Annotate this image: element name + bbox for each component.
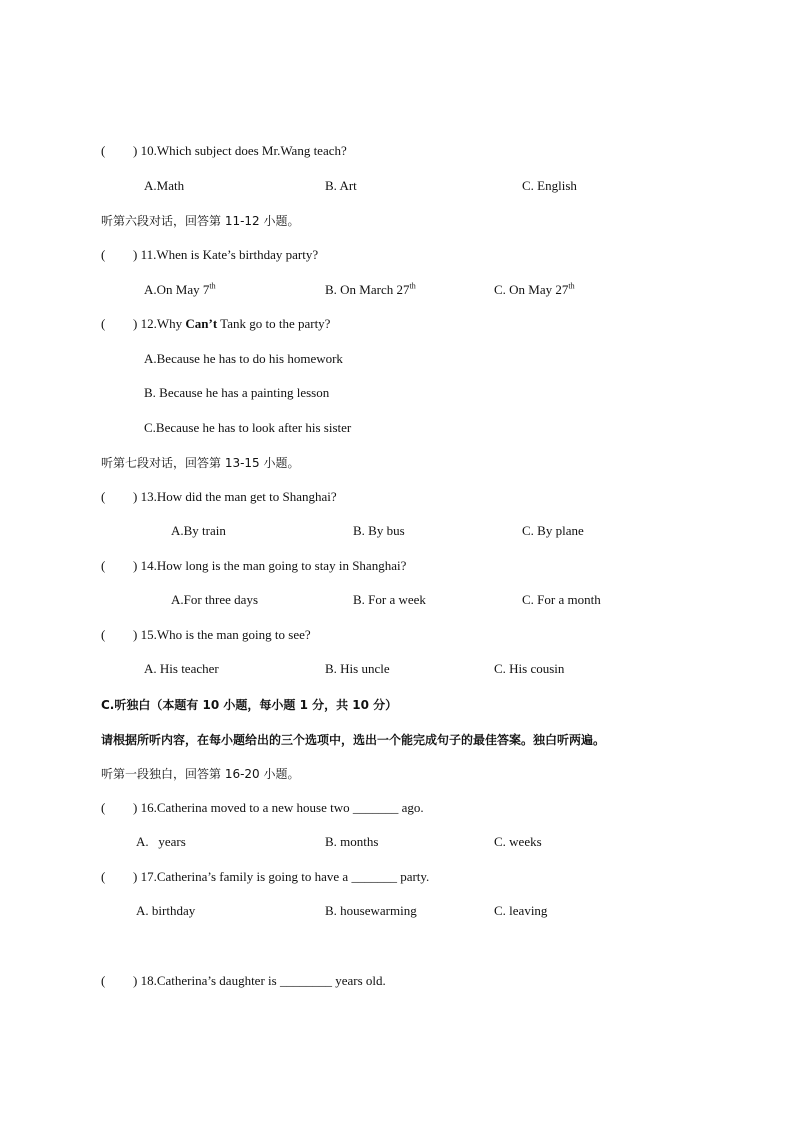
option-a[interactable]: A. years — [136, 834, 186, 849]
question-11: ( ) 11.When is Kate’s birthday party? — [101, 247, 319, 262]
question-10: ( ) 10.Which subject does Mr.Wang teach? — [101, 143, 347, 158]
question-text: 15.Who is the man going to see? — [140, 627, 311, 642]
option-a[interactable]: A. His teacher — [144, 661, 219, 676]
option-c[interactable]: C. English — [522, 178, 577, 193]
section-instruction: 听第六段对话，回答第 11-12 小题。 — [101, 214, 300, 228]
option-b[interactable]: B. Because he has a painting lesson — [144, 385, 330, 400]
question-14: ( ) 14.How long is the man going to stay in Shanghai? — [101, 558, 407, 573]
option-b[interactable]: B. months — [325, 834, 379, 849]
question-12: ( ) 12.Why Can’t Tank go to the party? — [101, 316, 331, 331]
question-18: ( ) 18.Catherina’s daughter is ________ years old. — [101, 973, 386, 988]
question-text: 11.When is Kate’s birthday party? — [140, 247, 319, 262]
answer-blank[interactable]: ( — [101, 869, 106, 884]
question-text: 10.Which subject does Mr.Wang teach? — [140, 143, 347, 158]
question-15: ( ) 15.Who is the man going to see? — [101, 627, 311, 642]
option-c[interactable]: C.Because he has to look after his sister — [144, 420, 352, 435]
question-text: 14.How long is the man going to stay in Shanghai? — [140, 558, 407, 573]
question-13: ( ) 13.How did the man get to Shanghai? — [101, 489, 337, 504]
question-text: 13.How did the man get to Shanghai? — [140, 489, 337, 504]
option-c[interactable]: C. For a month — [522, 592, 601, 607]
question-16: ( ) 16.Catherina moved to a new house two _______ ago. — [101, 800, 424, 815]
question-17: ( ) 17.Catherina’s family is going to have a _______ party. — [101, 869, 430, 884]
option-c[interactable]: C. On May 27th — [494, 281, 575, 297]
question-text: 18.Catherina’s daughter is ________ years old. — [140, 973, 386, 988]
option-c[interactable]: C. His cousin — [494, 661, 565, 676]
option-a[interactable]: A. birthday — [136, 903, 196, 918]
option-c[interactable]: C. By plane — [522, 523, 584, 538]
answer-blank[interactable]: ( — [101, 143, 106, 158]
question-text: 17.Catherina’s family is going to have a _______ party. — [140, 869, 430, 884]
answer-blank[interactable]: ( — [101, 316, 106, 331]
option-b[interactable]: B. For a week — [353, 592, 426, 607]
answer-blank[interactable]: ( — [101, 247, 106, 262]
answer-blank[interactable]: ( — [101, 558, 106, 573]
option-b[interactable]: B. His uncle — [325, 661, 390, 676]
question-text: 16.Catherina moved to a new house two _______ ago. — [140, 800, 424, 815]
section-c-title: C.听独白（本题有 10 小题，每小题 1 分，共 10 分） — [101, 698, 398, 712]
answer-blank[interactable]: ( — [101, 800, 106, 815]
option-c[interactable]: C. leaving — [494, 903, 548, 918]
option-b[interactable]: B. housewarming — [325, 903, 417, 918]
option-c[interactable]: C. weeks — [494, 834, 542, 849]
option-b[interactable]: B. On March 27th — [325, 281, 416, 297]
option-a[interactable]: A.Because he has to do his homework — [144, 351, 343, 366]
option-a[interactable]: A.For three days — [171, 592, 259, 607]
section-instruction: 听第一段独白，回答第 16-20 小题。 — [101, 767, 300, 781]
option-b[interactable]: B. Art — [325, 178, 357, 193]
section-c-instructions: 请根据所听内容，在每小题给出的三个选项中，选出一个能完成句子的最佳答案。独白听两遍。 — [101, 733, 606, 747]
answer-blank[interactable]: ( — [101, 627, 106, 642]
option-b[interactable]: B. By bus — [353, 523, 405, 538]
option-a[interactable]: A.By train — [171, 523, 226, 538]
option-a[interactable]: A.On May 7th — [144, 281, 216, 297]
answer-blank[interactable]: ( — [101, 489, 106, 504]
option-a[interactable]: A.Math — [144, 178, 185, 193]
section-instruction: 听第七段对话，回答第 13-15 小题。 — [101, 456, 300, 470]
answer-blank[interactable]: ( — [101, 973, 106, 988]
